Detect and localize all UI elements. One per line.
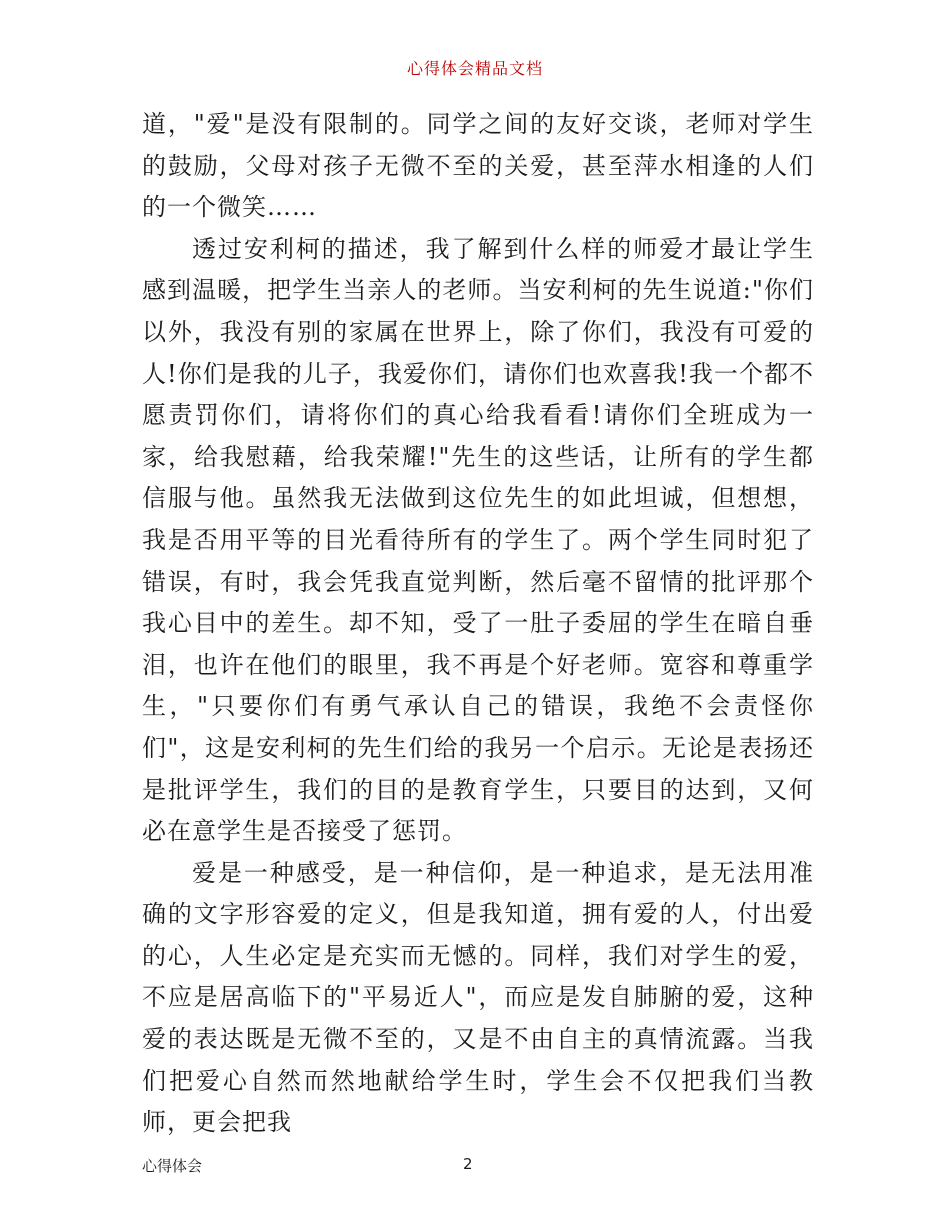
footer-label: 心得体会 xyxy=(142,1157,203,1175)
page-header-title: 心得体会精品文档 xyxy=(406,59,543,78)
body-paragraph: 爱是一种感受，是一种信仰，是一种追求，是无法用准确的文字形容爱的定义，但是我知道，拥有爱的人，付出爱的心，人生必定是充实而无憾的。同样，我们对学生的爱，不应是居高临下的"平易近人"，而应是发自肺腑的爱，这种爱的表达既是无微不至的，又是不由自主的真情流露。当我们把爱心自然而然地献给学生时，学生会不仅把我们当教师，更会把我 xyxy=(142,858,814,1137)
page-number: 2 xyxy=(463,1155,473,1173)
document-body xyxy=(142,104,814,1144)
body-paragraph: 透过安利柯的描述，我了解到什么样的师爱才最让学生感到温暖，把学生当亲人的老师。当安利柯的先生说道:"你们以外，我没有别的家属在世界上，除了你们，我没有可爱的人!你们是我的儿子，我爱你们，请你们也欢喜我!我一个都不愿责罚你们，请将你们的真心给我看看!请你们全班成为一家，给我慰藉，给我荣耀!"先生的这些话，让所有的学生都信服与他。虽然我无法做到这位先生的如此坦诚，但想想，我是否用平等的目光看待所有的学生了。两个学生同时犯了错误，有时，我会凭我直觉判断，然后毫不留情的批评那个我心目中的差生。却不知，受了一肚子委屈的学生在暗自垂泪，也许在他们的眼里，我不再是个好老师。宽容和尊重学生，"只要你们有勇气承认自己的错误，我绝不会责怪你们"，这是安利柯的先生们给的我另一个启示。无论是表扬还是批评学生，我们的目的是教育学生，只要目的达到，又何必在意学生是否接受了惩罚。 xyxy=(142,234,814,846)
body-paragraph: 道，"爱"是没有限制的。同学之间的友好交谈，老师对学生的鼓励，父母对孩子无微不至的关爱，甚至萍水相逢的人们的一个微笑…… xyxy=(142,110,814,222)
